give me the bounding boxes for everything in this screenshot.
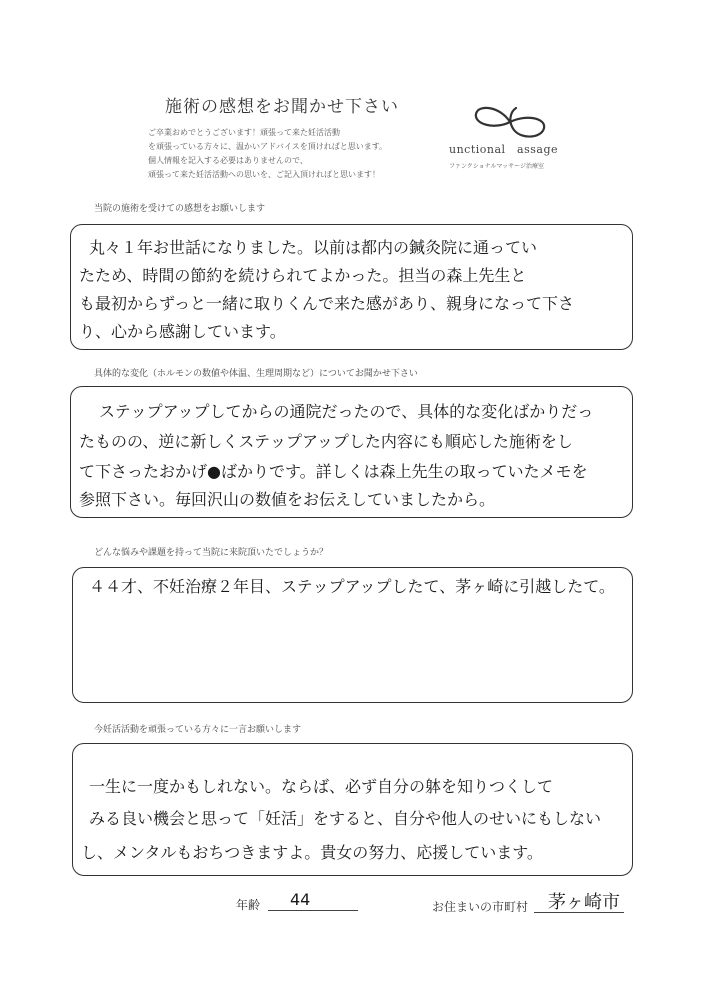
- answer-box: [70, 224, 633, 350]
- age-label: 年齢: [236, 898, 261, 912]
- intro-line: を頑張っている方々に、温かいアドバイスを頂ければと思います。: [148, 142, 388, 151]
- intro-text: [148, 126, 408, 182]
- answer-box: [70, 386, 633, 518]
- section-label: どんな悩みや課題を持って当院に来院頂いたでしょうか？: [94, 548, 329, 558]
- page-title: 施術の感想をお聞かせ下さい: [165, 97, 399, 117]
- answer-line: も最初からずっと一緒に取りくんで来た感があり、親身になって下さ: [79, 294, 575, 313]
- city-value: 茅ヶ崎市: [548, 892, 620, 913]
- brand-subtitle: ファンクショナルマッサージ治療室: [449, 163, 544, 170]
- answer-line: たため、時間の節約を続けられてよかった。担当の森上先生と: [79, 266, 527, 285]
- answer-line: ステップアップしてからの通院だったので、具体的な変化ばかりだっ: [99, 402, 594, 421]
- section-label: 具体的な変化（ホルモンの数値や体温、生理周期など）についてお聞かせ下さい: [94, 369, 418, 379]
- brand-name: unctional assage: [449, 143, 559, 156]
- intro-line: 個人情報を記入する必要はありませんので、: [148, 156, 308, 165]
- answer-line: し、メンタルもおちつきますよ。貴女の努力、応援しています。: [81, 843, 543, 862]
- answer-line: みる良い機会と思って「妊活」をすると、自分や他人のせいにもしない: [89, 809, 602, 828]
- intro-line: ご卒業おめでとうございます！頑張って来た妊活活動: [148, 128, 340, 137]
- age-value: 44: [290, 890, 311, 909]
- age-underline: [268, 910, 358, 911]
- brand-logo-icon: [470, 100, 550, 144]
- section-label: 今妊活活動を頑張っている方々に一言お願いします: [94, 725, 302, 735]
- answer-line: 参照下さい。毎回沢山の数値をお伝えしていましたから。: [79, 490, 496, 509]
- answer-line: 丸々１年お世話になりました。以前は都内の鍼灸院に通ってい: [89, 238, 538, 257]
- answer-line: ４４才、不妊治療２年目、ステップアップしたて、茅ヶ崎に引越したて。: [89, 577, 615, 596]
- answer-box: [72, 567, 633, 703]
- answer-line: り、心から感謝しています。: [79, 322, 286, 341]
- city-label: お住まいの市町村: [432, 900, 529, 914]
- intro-line: 頑張って来た妊活活動への思いを、ご記入頂ければと思います！: [148, 170, 380, 179]
- section-label: 当院の施術を受けての感想をお願いします: [94, 204, 266, 214]
- answer-line: 一生に一度かもしれない。ならば、必ず自分の躰を知りつくして: [89, 777, 554, 796]
- answer-line: たものの、逆に新しくステップアップした内容にも順応した施術をし: [79, 432, 573, 451]
- answer-box: [72, 743, 633, 876]
- answer-line: て下さったおかげ●ばかりです。詳しくは森上先生の取っていたメモを: [79, 462, 588, 481]
